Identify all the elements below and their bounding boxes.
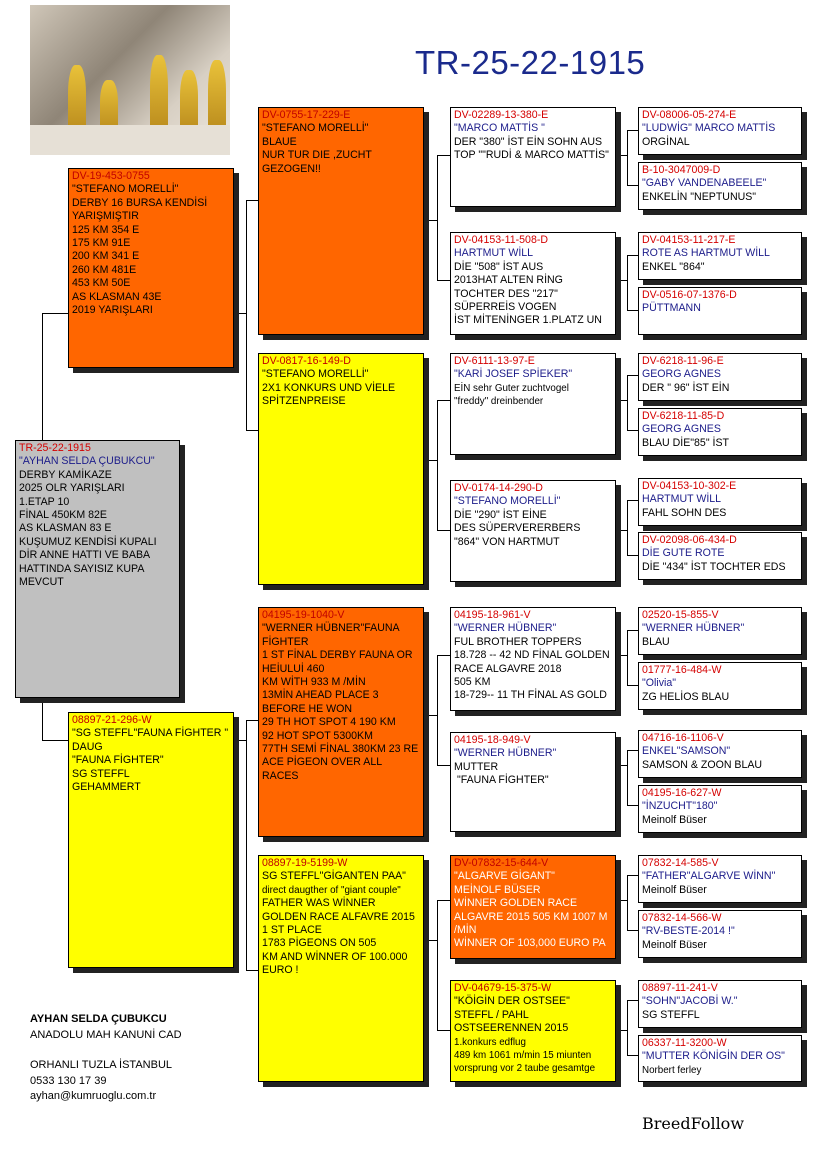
gg-card-2[interactable] [638,162,802,210]
gg-line: ENKELİN "NEPTUNUS" [642,190,757,203]
dd-dam-line: 1.konkurs edflug [454,1036,526,1048]
gg-id: 04195-16-627-W [642,787,722,799]
ss-sire-name: "MARCO MATTİS " [454,122,545,135]
ss-sire-line: DER "380" İST EİN SOHN AUS TOP ""RUDİ & MARCO MATTİS" [454,135,609,162]
gg-id: 01777-16-484-W [642,664,722,676]
gg-line: SG STEFFL [642,1008,700,1021]
gg-name: "MUTTER KÖNİGİN DER OS" [642,1050,785,1063]
subject-line: 1.ETAP 10 [19,495,70,508]
gg-name: "FATHER"ALGARVE WİNN" [642,870,776,883]
ds-sire-line: FUL BROTHER TOPPERS [454,635,582,648]
owner-email[interactable]: ayhan@kumruoglu.com.tr [30,1090,157,1102]
sire-dam-card[interactable] [258,353,424,585]
dam-line: DAUG [72,740,103,753]
dam-sire-line: 77TH SEMİ FİNAL 380KM 23 RE ACE PİGEON OVER ALL RACES [262,743,421,782]
ds-sire-line: 505 KM [454,676,491,689]
gg-line: Meinolf Büser [642,938,707,951]
gg-line: ENKEL "864" [642,260,705,273]
gg-card-11[interactable] [638,730,802,778]
gg-line: BLAU [642,635,670,648]
dd-dam-id: DV-04679-15-375-W [454,982,552,994]
subject-line: FİNAL 450KM 82E [19,509,107,522]
subject-card[interactable] [15,440,180,698]
sire-dam-id: DV-0817-16-149-D [262,355,351,367]
subject-line: AS KLASMAN 83 E [19,522,112,535]
gg-id: 02520-15-855-V [642,609,719,621]
dam-dam-line: 1783 PİGEONS ON 505 [262,937,377,950]
dam-id: 08897-21-296-W [72,714,152,726]
gg-id: 04716-16-1106-V [642,732,724,744]
gg-id: DV-04153-10-302-E [642,480,737,492]
gg-card-8[interactable] [638,532,802,580]
ds-dam-name: "WERNER HÜBNER" [454,747,557,760]
gg-name: GEORG AGNES [642,423,721,436]
subject-line: 2025 OLR YARIŞLARI [19,482,125,495]
sire-sire-line: BLAUE [262,135,297,148]
owner-name: AYHAN SELDA ÇUBUKCU [30,1013,167,1025]
gg-card-13[interactable] [638,855,802,903]
sire-sire-card[interactable] [258,107,424,335]
gg-line: BLAU DİE"85" İST [642,436,730,449]
gg-id: 07832-14-585-V [642,857,719,869]
ss-dam-card[interactable] [450,232,616,335]
gg-name: ENKEL"SAMSON" [642,745,731,758]
ss-dam-id: DV-04153-11-508-D [454,234,549,246]
subject-name: "AYHAN SELDA ÇUBUKCU" [19,455,155,468]
gg-card-4[interactable] [638,287,802,335]
gg-name: "LUDWİG" MARCO MATTİS [642,122,776,135]
sire-line: AS KLASMAN 43E [72,290,162,303]
ss-dam-line: SÜPERREİS VOGEN [454,301,557,314]
sire-line: 175 KM 91E [72,237,131,250]
owner-line1: ANADOLU MAH KANUNİ CAD [30,1028,182,1041]
dam-dam-card[interactable] [258,855,424,1082]
sd-dam-line: "864" VON HARTMUT [454,535,560,548]
gg-line: DİE "434" İST TOCHTER EDS [642,560,786,573]
ds-sire-line: 18-729-- 11 TH FİNAL AS GOLD [454,689,607,702]
ds-sire-card[interactable] [450,607,616,711]
gg-line: ORGİNAL [642,135,690,148]
sire-sire-line: NUR TUR DIE ,ZUCHT GEZOGEN!! [262,149,375,175]
dam-dam-id: 08897-19-5199-W [262,857,348,869]
dam-sire-line: 29 TH HOT SPOT 4 190 KM [262,716,396,729]
gg-name: "İNZUCHT"180" [642,800,718,813]
sire-line: 453 KM 50E [72,277,131,290]
subject-line: DERBY KAMİKAZE [19,468,112,481]
ds-sire-line: 18.728 -- 42 ND FİNAL GOLDEN RACE ALGAVRE 2018 [454,649,613,675]
gg-id: 07832-14-566-W [642,912,722,924]
dam-sire-id: 04195-19-1040-V [262,609,345,621]
dd-sire-line: WİNNER GOLDEN RACE ALGAVRE 2015 505 KM 1007 M /MİN [454,897,611,937]
gg-name: PÜTTMANN [642,302,701,315]
dam-sire-line: 1 ST FİNAL DERBY FAUNA OR HEİULUİ 460 [262,649,416,675]
gg-line: ZG HELİOS BLAU [642,690,730,703]
sire-dam-name: "STEFANO MORELLİ" [262,368,369,381]
gg-line: Meinolf Büser [642,813,707,826]
dd-sire-name: "ALGARVE GİGANT" [454,870,555,883]
sire-line: 2019 YARIŞLARI [72,304,153,317]
gg-id: 06337-11-3200-W [642,1037,727,1049]
gg-name: "Olivia" [642,677,677,690]
sd-sire-card[interactable] [450,353,616,455]
owner-phone: 0533 130 17 39 [30,1074,107,1087]
owner-address [30,1012,182,1105]
sd-dam-name: "STEFANO MORELLİ" [454,495,561,508]
page-title: TR-25-22-1915 [415,44,646,81]
ss-sire-card[interactable] [450,107,616,207]
dam-dam-name: SG STEFFL"GİGANTEN PAA" [262,870,406,883]
ss-dam-line: DİE "508" İST AUS [454,260,544,273]
gg-card-6[interactable] [638,408,802,456]
subject-id: TR-25-22-1915 [19,442,91,454]
sire-line: 260 KM 481E [72,263,137,276]
brand-logo: BreedFollow [642,1114,745,1133]
gg-name: "SOHN"JACOBİ W." [642,995,738,1008]
gg-card-3[interactable] [638,232,802,280]
gg-id: B-10-3047009-D [642,164,721,176]
gg-card-5[interactable] [638,353,802,401]
dd-dam-line: 489 km 1061 m/min 15 miunten vorsprung vor 2 taube gesamtge [454,1050,596,1075]
ss-dam-line: 2013HAT ALTEN RİNG [454,274,563,287]
gg-card-16[interactable] [638,1035,802,1082]
dam-sire-name: "WERNER HÜBNER"FAUNA FİGHTER [262,622,400,648]
dam-dam-line: direct daugther of "giant couple" [262,884,401,896]
sd-dam-line: DİE "290" İST EİNE [454,508,547,521]
sire-line: 125 KM 354 E [72,223,140,236]
dam-line: SG STEFFL [72,767,130,780]
sd-dam-line: DES SÜPERVERERBERS [454,522,581,535]
sire-dam-line: 2X1 KONKURS UND VİELE SPİTZENPREISE [262,381,399,408]
gg-name: GEORG AGNES [642,368,721,381]
ds-dam-line: MUTTER [454,760,499,773]
dd-dam-line: STEFFL / PAHL [454,1008,529,1021]
dd-dam-name: "KÖİGİN DER OSTSEE" [454,995,570,1008]
dd-sire-line: MEİNOLF BÜSER [454,883,541,896]
gg-line: FAHL SOHN DES [642,506,727,519]
sire-sire-id: DV-0755-17-229-E [262,109,351,121]
dam-dam-line: KM AND WİNNER OF 100.000 EURO ! [262,950,411,977]
sd-sire-name: "KARİ JOSEF SPİEKER" [454,368,573,381]
dam-sire-card[interactable] [258,607,424,837]
ds-sire-id: 04195-18-961-V [454,609,531,621]
gg-line: DER " 96" İST EİN [642,381,730,394]
dd-sire-card[interactable] [450,855,616,959]
gg-name: ROTE AS HARTMUT WİLL [642,247,770,260]
gg-id: DV-6218-11-85-D [642,410,725,422]
gg-card-14[interactable] [638,910,802,958]
gg-card-10[interactable] [638,662,802,710]
dam-name: "SG STEFFL"FAUNA FİGHTER " [72,727,229,740]
dam-line: "FAUNA FİGHTER" [72,754,164,767]
gg-line: SAMSON & ZOON BLAU [642,758,763,771]
sire-line: 200 KM 341 E [72,250,140,263]
dam-dam-line: FATHER WAS WİNNER GOLDEN RACE ALFAVRE 2015 1 ST PLACE [262,897,418,937]
sd-dam-card[interactable] [450,480,616,582]
gg-card-1[interactable] [638,107,802,155]
dam-sire-line: 13MİN AHEAD PLACE 3 BEFORE HE WON [262,689,382,715]
gg-card-12[interactable] [638,785,802,833]
gg-card-7[interactable] [638,478,802,526]
sd-sire-id: DV-6111-13-97-E [454,355,535,367]
gg-line: Norbert ferley [642,1064,702,1076]
sire-sire-name: "STEFANO MORELLİ" [262,122,369,135]
gg-id: DV-04153-11-217-E [642,234,736,246]
ss-sire-id: DV-02289-13-380-E [454,109,549,121]
dam-line: GEHAMMERT [72,781,141,794]
gg-name: "RV-BESTE-2014 !" [642,925,735,938]
subject-line: KUŞUMUZ KENDİSİ KUPALI DİR ANNE HATTI VE BABA HATTINDA SAYISIZ KUPA MEVCUT [19,535,160,589]
gg-id: DV-02098-06-434-D [642,534,737,546]
gg-name: "WERNER HÜBNER" [642,622,745,635]
gg-name: "GABY VANDENABEELE" [642,177,767,190]
owner-line2: ORHANLI TUZLA İSTANBUL [30,1059,173,1071]
trophy-photo [30,5,230,155]
ds-sire-name: "WERNER HÜBNER" [454,622,557,635]
dd-sire-line: WİNNER OF 103,000 EURO PA [454,937,606,950]
sire-card[interactable] [68,168,234,368]
gg-id: 08897-11-241-V [642,982,718,994]
sd-sire-line: EİN sehr Guter zuchtvogel [454,382,569,394]
gg-id: DV-6218-11-96-E [642,355,724,367]
gg-id: DV-08006-05-274-E [642,109,737,121]
ds-dam-id: 04195-18-949-V [454,734,531,746]
sire-line: DERBY 16 BURSA KENDİSİ YARIŞMIŞTIR [72,196,210,223]
gg-card-9[interactable] [638,607,802,655]
sd-sire-line: "freddy" dreinbender [454,396,544,408]
ss-dam-line: TOCHTER DES "217" [454,287,558,300]
dam-card[interactable] [68,712,234,968]
gg-name: HARTMUT WİLL [642,493,722,506]
dd-dam-card[interactable] [450,980,616,1082]
sire-id: DV-19-453-0755 [72,170,150,182]
dd-sire-id: DV-07832-15-644-V [454,857,549,869]
gg-id: DV-0516-07-1376-D [642,289,737,301]
gg-card-15[interactable] [638,980,802,1028]
ss-dam-name: HARTMUT WİLL [454,247,534,260]
dd-dam-line: OSTSEERENNEN 2015 [454,1022,569,1035]
gg-name: DİE GUTE ROTE [642,547,725,560]
dam-sire-line: KM WİTH 933 M /MİN [262,676,366,689]
dam-sire-line: 92 HOT SPOT 5300KM [262,729,373,742]
ds-dam-line: "FAUNA FİGHTER" [454,774,549,787]
ss-dam-line: İST MİTENİNGER 1.PLATZ UN [454,314,602,327]
sd-dam-id: DV-0174-14-290-D [454,482,543,494]
gg-line: Meinolf Büser [642,883,707,896]
sire-name: "STEFANO MORELLİ" [72,183,179,196]
ds-dam-card[interactable] [450,732,616,832]
